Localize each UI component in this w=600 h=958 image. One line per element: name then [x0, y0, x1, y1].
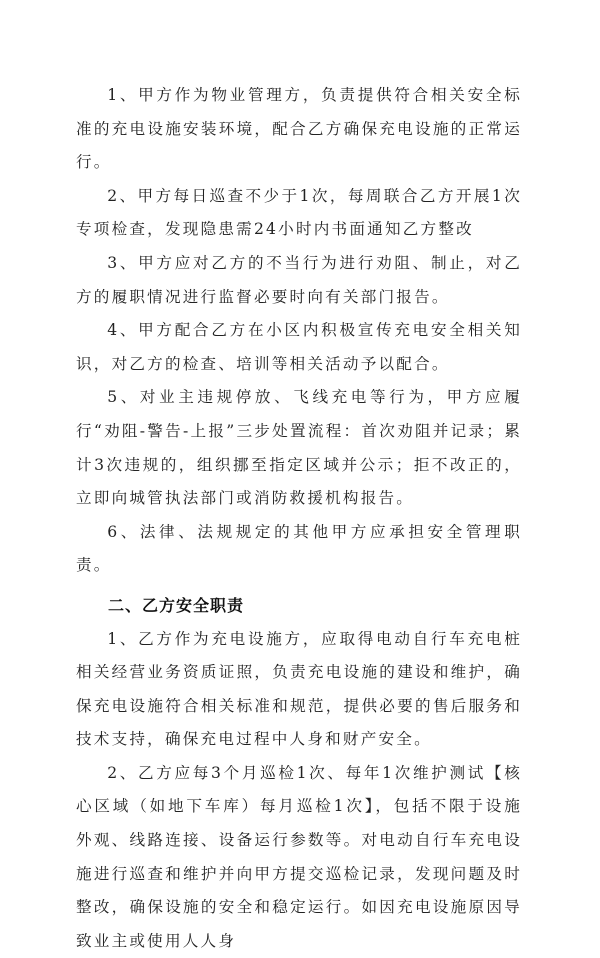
document-page: [76, 79, 522, 958]
party-b-duty-2: 2、乙方应每3个月巡检1次、每年1次维护测试【核心区域（如地下车库）每月巡检1次】，包括不限于设施外观、线路连接、设备运行参数等。对电动自行车充电设施进行巡查和维护并向甲方提交巡检记录，发现问题及时整改，确保设施的安全和稳定运行。如因充电设施原因导致业主或使用人人身: [76, 763, 522, 950]
party-a-duty-6: 6、法律、法规规定的其他甲方应承担安全管理职责。: [76, 522, 522, 575]
party-b-duty-1: 1、乙方作为充电设施方，应取得电动自行车充电桩相关经营业务资质证照，负责充电设施的建设和维护，确保充电设施符合相关标准和规范，提供必要的售后服务和技术支持，确保充电过程中人身和财产安全。: [76, 629, 522, 749]
party-a-duty-2: 2、甲方每日巡查不少于1次，每周联合乙方开展1次专项检查，发现隐患需24小时内书面通知乙方整改: [76, 186, 522, 239]
party-a-duty-1: 1、甲方作为物业管理方，负责提供符合相关安全标准的充电设施安装环境，配合乙方确保充电设施的正常运行。: [76, 86, 522, 172]
section-heading-party-b: 二、乙方安全职责: [108, 595, 245, 615]
party-a-duty-4: 4、甲方配合乙方在小区内积极宣传充电安全相关知识，对乙方的检查、培训等相关活动予以配合。: [76, 321, 522, 373]
party-a-duty-5: 5、对业主违规停放、飞线充电等行为，甲方应履行“劝阻-警告-上报”三步处置流程：首次劝阻并记录；累计3次违规的，组织挪至指定区域并公示；拒不改正的，立即向城管执法部门或消防救援机构报告。: [76, 388, 522, 508]
party-a-duty-3: 3、甲方应对乙方的不当行为进行劝阻、制止，对乙方的履职情况进行监督必要时向有关部门报告。: [76, 253, 522, 306]
